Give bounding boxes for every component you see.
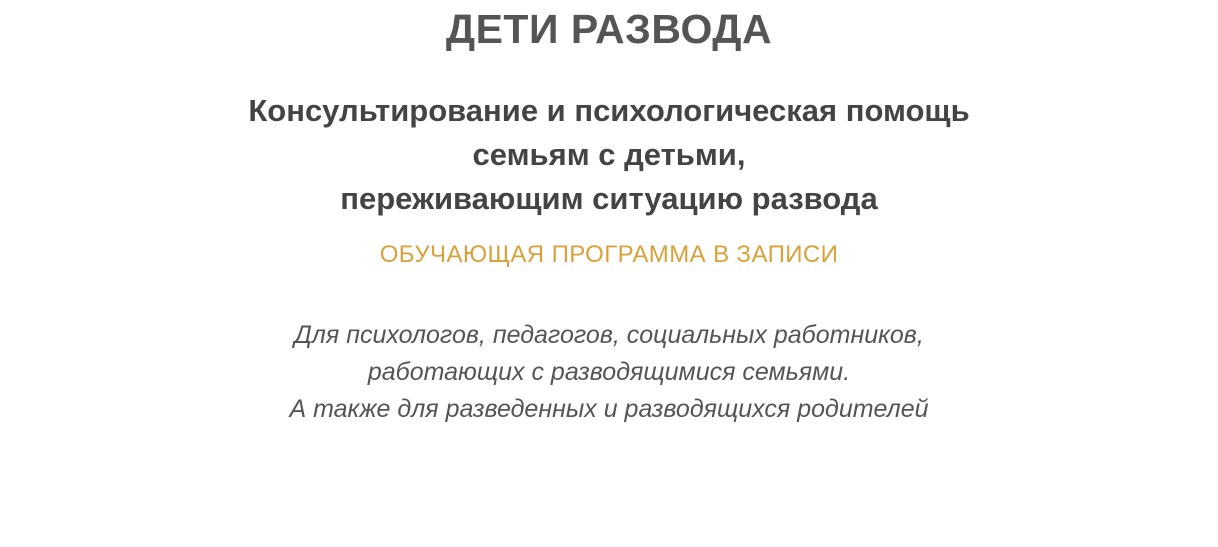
page-title: ДЕТИ РАЗВОДА <box>445 6 773 52</box>
audience-line-1: Для психологов, педагогов, социальных работников, <box>294 321 924 350</box>
audience-description <box>289 317 928 428</box>
audience-line-2: работающих с разводящимися семьями. <box>367 358 851 387</box>
subtitle-line-2: семьям с детьми, <box>472 137 746 173</box>
subtitle <box>248 89 969 221</box>
subtitle-line-1: Консультирование и психологическая помощь <box>248 93 970 129</box>
program-format-note: ОБУЧАЮЩАЯ ПРОГРАММА В ЗАПИСИ <box>379 241 839 269</box>
audience-line-3: А также для разведенных и разводящихся родителей <box>289 395 929 424</box>
subtitle-line-3: переживающим ситуацию развода <box>340 181 878 217</box>
